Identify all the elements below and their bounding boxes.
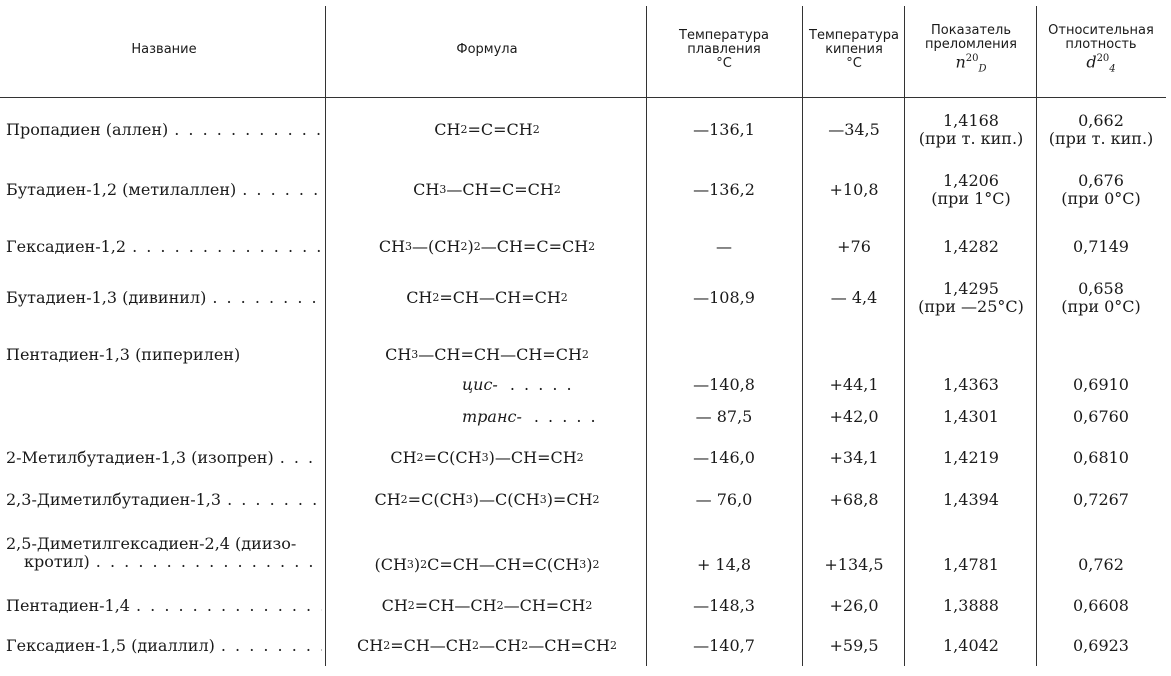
relative-density-note: (при 0°C) [1061,297,1141,316]
isomer-label: цис- [462,375,498,394]
relative-density-note: (при т. кип.) [1048,129,1154,148]
melting-point: — 76,0 [695,490,753,509]
table-row [0,402,1166,432]
compound-name: Пентадиен-1,4 [6,596,130,615]
melting-point: — 87,5 [695,407,753,426]
compound-name-continued: кротил) [24,552,90,571]
table-row [0,232,1166,262]
relative-density: 0,6910 [1073,375,1129,394]
boiling-point: —34,5 [828,120,880,139]
formula: CH 2 =CH—CH 2 —CH 2 —CH=CH 2 [357,636,617,655]
header-boiling-point: Температура кипения °C [809,28,899,71]
melting-point: —136,1 [693,120,755,139]
formula: (CH 3 ) 2 C=CH—CH=C(CH 3 ) 2 [374,555,600,574]
boiling-point: +76 [837,237,871,256]
boiling-point: +44,1 [829,375,879,394]
compound-name: Бутадиен-1,2 (метилаллен) [6,180,237,199]
refractive-index: 1,4206 [943,171,999,190]
boiling-point: +10,8 [829,180,879,199]
formula: CH 2 =C(CH 3 )—C(CH 3 )=CH 2 [374,490,600,509]
relative-density: 0,7267 [1073,490,1129,509]
melting-point: + 14,8 [696,555,752,574]
refractive-index: 1,4394 [943,490,999,509]
table-row [0,442,1166,474]
relative-density: 0,6810 [1073,448,1129,467]
header-relative-density: Относительная плотность $d^{20}_4$ [1048,22,1154,75]
compound-name: Бутадиен-1,3 (дивинил) [6,288,207,307]
melting-point: —108,9 [693,288,755,307]
relative-density: 0,658 [1078,279,1124,298]
melting-point: —140,7 [693,636,755,655]
refractive-index-note: (при т. кип.) [918,129,1024,148]
refractive-index: 1,4301 [943,407,999,426]
formula: CH 2 =CH—CH 2 —CH=CH 2 [381,596,593,615]
formula: CH 3 —CH=C=CH 2 [413,180,561,199]
relative-density: 0,676 [1078,171,1124,190]
refractive-index: 1,4781 [943,555,999,574]
boiling-point: +59,5 [829,636,879,655]
boiling-point: +68,8 [829,490,879,509]
melting-point: —146,0 [693,448,755,467]
compound-name: Гексадиен-1,2 [6,237,127,256]
refractive-index: 1,4219 [943,448,999,467]
refractive-index-note: (при —25°C) [918,297,1024,316]
formula: CH 2 =CH—CH=CH 2 [406,288,568,307]
compound-name: Пропадиен (аллен) [6,120,169,139]
melting-point: —136,2 [693,180,755,199]
melting-point: —148,3 [693,596,755,615]
refractive-index-note: (при 1°C) [931,189,1011,208]
table-row [0,630,1166,662]
boiling-point: +34,1 [829,448,879,467]
boiling-point: +134,5 [824,555,884,574]
header-name: Название [131,42,197,57]
formula: CH 3 —(CH 2 ) 2 —CH=C=CH 2 [378,237,596,256]
refractive-index: 1,4282 [943,237,999,256]
table-row [0,276,1166,320]
compound-name: Гексадиен-1,5 (диаллил) [6,636,215,655]
table-row [0,168,1166,212]
compound-name: 2,5-Диметилгексадиен-2,4 (диизо- [6,534,297,553]
compound-name: 2,3-Диметилбутадиен-1,3 [6,490,222,509]
compound-name: 2-Метилбутадиен-1,3 (изопрен) [6,448,274,467]
table-row [0,590,1166,622]
relative-density: 0,662 [1078,111,1124,130]
boiling-point: — 4,4 [830,288,878,307]
header-rule [0,97,1166,98]
refractive-index: 1,3888 [943,596,999,615]
header-melting-point: Температура плавления °C [679,28,769,71]
formula: CH 3 —CH=CH—CH=CH 2 [385,345,589,364]
isomer-label: транс- [462,407,522,426]
table-row [0,528,1166,578]
table-row [0,370,1166,400]
relative-density: 0,6760 [1073,407,1129,426]
formula: CH 2 =C(CH 3 )—CH=CH 2 [390,448,584,467]
refractive-index: 1,4363 [943,375,999,394]
header-formula: Формула [456,42,518,57]
melting-point: — [716,237,732,256]
relative-density: 0,6608 [1073,596,1129,615]
compound-name: Пентадиен-1,3 (пиперилен) [6,345,241,364]
refractive-index: 1,4295 [943,279,999,298]
table-row [0,340,1166,370]
table-row [0,108,1166,152]
relative-density: 0,762 [1078,555,1124,574]
melting-point: —140,8 [693,375,755,394]
refractive-index: 1,4042 [943,636,999,655]
boiling-point: +42,0 [829,407,879,426]
formula: CH 2 =C=CH 2 [434,120,540,139]
relative-density: 0,6923 [1073,636,1129,655]
relative-density: 0,7149 [1073,237,1129,256]
table-row [0,484,1166,516]
refractive-index: 1,4168 [943,111,999,130]
header-refractive-index: Показатель преломления $n^{20}_D$ [925,22,1017,75]
boiling-point: +26,0 [829,596,879,615]
relative-density-note: (при 0°C) [1061,189,1141,208]
